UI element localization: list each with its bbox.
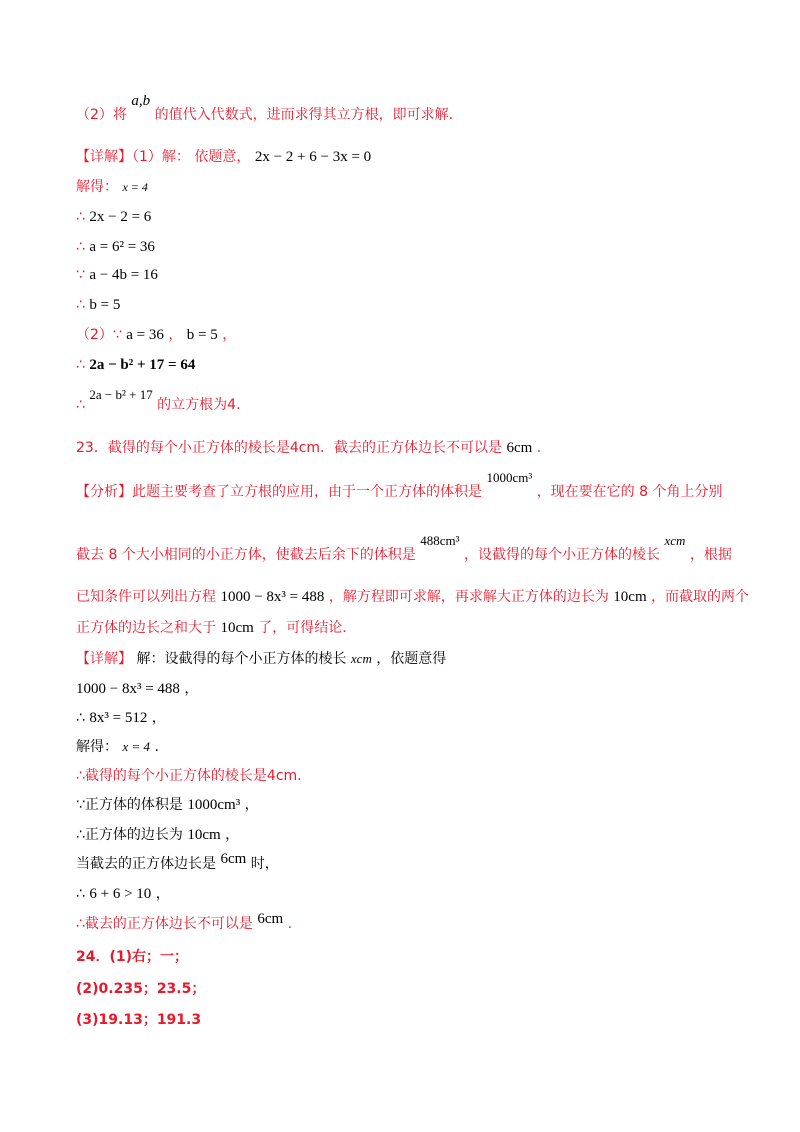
text-segment: 了，可得结论. — [258, 620, 347, 636]
math-expression: 6cm — [506, 440, 533, 456]
math-expression: a − 4b = 16 — [89, 267, 158, 283]
text-segment: 【详解】（1）解： 依题意， — [76, 149, 251, 165]
math-expression: 6cm — [220, 851, 247, 867]
math-expression: 2a − b² + 17 = 64 — [89, 357, 196, 373]
text-segment: ， — [184, 681, 199, 697]
text-segment: 23．截得的每个小正方体的棱长是4cm．截去的正方体边长不可以是 — [76, 440, 503, 456]
text-line-23 — [76, 851, 279, 873]
math-expression: xcm — [350, 651, 372, 666]
text-line-15 — [76, 619, 347, 637]
text-line-24 — [76, 885, 170, 903]
text-segment: ，依题意得 — [376, 651, 447, 667]
text-line-26 — [76, 948, 188, 966]
text-segment: ∴截去的正方体边长不可以是 — [76, 916, 253, 932]
text-segment: ， — [151, 710, 166, 726]
math-expression: 10cm — [220, 620, 254, 636]
text-segment: 解得： — [76, 739, 118, 755]
text-segment: 的立方根为4. — [157, 397, 241, 413]
math-expression: 2x − 2 = 6 — [89, 209, 152, 225]
math-expression: 6cm — [257, 911, 284, 927]
text-line-16 — [76, 650, 446, 668]
text-segment: ∵正方体的体积是 — [76, 797, 183, 813]
text-segment: 时， — [250, 856, 279, 872]
math-expression: b = 5 — [89, 297, 121, 313]
text-segment: ∴ — [76, 239, 90, 255]
text-line-19 — [76, 738, 159, 756]
math-expression: 2x − 2 + 6 − 3x = 0 — [254, 149, 372, 165]
text-segment: ， — [225, 827, 240, 843]
text-line-6 — [76, 266, 158, 284]
text-segment: 的值代入代数式，进而求得其立方根，即可求解. — [154, 107, 454, 123]
text-segment: ∵ — [76, 267, 90, 283]
text-segment: 正方体的边长之和大于 — [76, 620, 216, 636]
math-expression: x = 4 — [122, 739, 150, 754]
text-segment: . — [287, 916, 293, 932]
text-line-28 — [76, 1011, 201, 1029]
text-segment: （2）将 — [76, 107, 127, 123]
text-line-8 — [76, 326, 236, 344]
text-segment: ，设截得的每个小正方体的棱长 — [464, 547, 660, 563]
text-line-4 — [76, 208, 151, 226]
text-segment: ，根据 — [689, 547, 732, 563]
text-line-5 — [76, 238, 155, 256]
math-expression: 10cm — [187, 827, 221, 843]
text-segment: ∴截得的每个小正方体的棱长是4cm. — [76, 768, 302, 784]
text-segment: 已知条件可以列出方程 — [76, 589, 216, 605]
text-segment: 当截去的正方体边长是 — [76, 856, 216, 872]
math-expression: 6 + 6 > 10 — [89, 886, 152, 902]
math-expression: 2a − b² + 17 — [89, 387, 153, 402]
math-expression: xcm — [664, 533, 686, 548]
text-segment: ∴ — [76, 209, 90, 225]
text-segment: 解得： — [76, 179, 118, 195]
math-expression: 488cm³ — [420, 533, 460, 548]
math-expression: a = 6² = 36 — [89, 239, 155, 255]
text-segment: . — [154, 739, 159, 755]
text-segment: (3)19.13；191.3 — [76, 1012, 202, 1028]
text-line-13 — [76, 533, 732, 564]
math-expression: a = 36 — [126, 327, 164, 343]
text-line-25 — [76, 911, 293, 933]
math-expression: a,b — [131, 93, 151, 109]
text-line-9 — [76, 356, 195, 374]
text-line-14 — [76, 588, 749, 606]
math-expression: 1000 − 8x³ = 488 — [220, 589, 325, 605]
text-segment: 【详解】 — [76, 651, 132, 667]
text-segment: 截去 8 个大小相同的小正方体，使截去后余下的体积是 — [76, 547, 416, 563]
text-line-12 — [76, 470, 723, 501]
text-segment: ∴ — [76, 710, 90, 726]
text-segment: (2)0.235；23.5； — [76, 981, 206, 997]
text-line-17 — [76, 680, 198, 698]
text-segment: ∴ — [76, 886, 90, 902]
text-segment: ， — [168, 327, 183, 343]
math-expression: 8x³ = 512 — [89, 710, 148, 726]
text-segment: ∴ — [76, 297, 90, 313]
text-segment: ∴ — [76, 357, 90, 373]
text-line-2 — [76, 148, 371, 166]
text-segment: ∴ — [76, 397, 90, 413]
math-expression: 10cm — [613, 589, 647, 605]
text-line-10 — [76, 387, 241, 414]
math-expression: b = 5 — [186, 327, 218, 343]
text-line-11 — [76, 439, 541, 457]
text-line-21 — [76, 796, 259, 814]
text-segment: 解：设截得的每个小正方体的棱长 — [136, 651, 347, 667]
text-segment: ，解方程即可求解，再求解大正方体的边长为 — [328, 589, 609, 605]
math-expression: 1000cm³ — [486, 470, 533, 485]
text-segment: ，现在要在它的 8 个角上分别 — [536, 484, 723, 500]
text-line-1 — [76, 93, 454, 124]
text-line-20 — [76, 767, 302, 785]
text-segment: （2）∵ — [76, 327, 127, 343]
text-line-3 — [76, 178, 148, 196]
text-segment: . — [536, 440, 542, 456]
math-expression: 1000cm³ — [187, 797, 241, 813]
text-segment: 【分析】此题主要考查了立方根的应用，由于一个正方体的体积是 — [76, 484, 482, 500]
text-segment: ， — [244, 797, 259, 813]
text-segment: ∴正方体的边长为 — [76, 827, 183, 843]
text-segment: ， — [155, 886, 170, 902]
text-segment: ，而截取的两个 — [651, 589, 750, 605]
math-expression: 1000 − 8x³ = 488 — [76, 681, 180, 697]
text-line-27 — [76, 980, 205, 998]
text-line-22 — [76, 826, 239, 844]
text-segment: ， — [222, 327, 237, 343]
text-segment: 24．(1)右；一； — [76, 949, 189, 965]
text-line-18 — [76, 709, 166, 727]
text-line-7 — [76, 296, 120, 314]
math-expression: x = 4 — [122, 180, 148, 194]
